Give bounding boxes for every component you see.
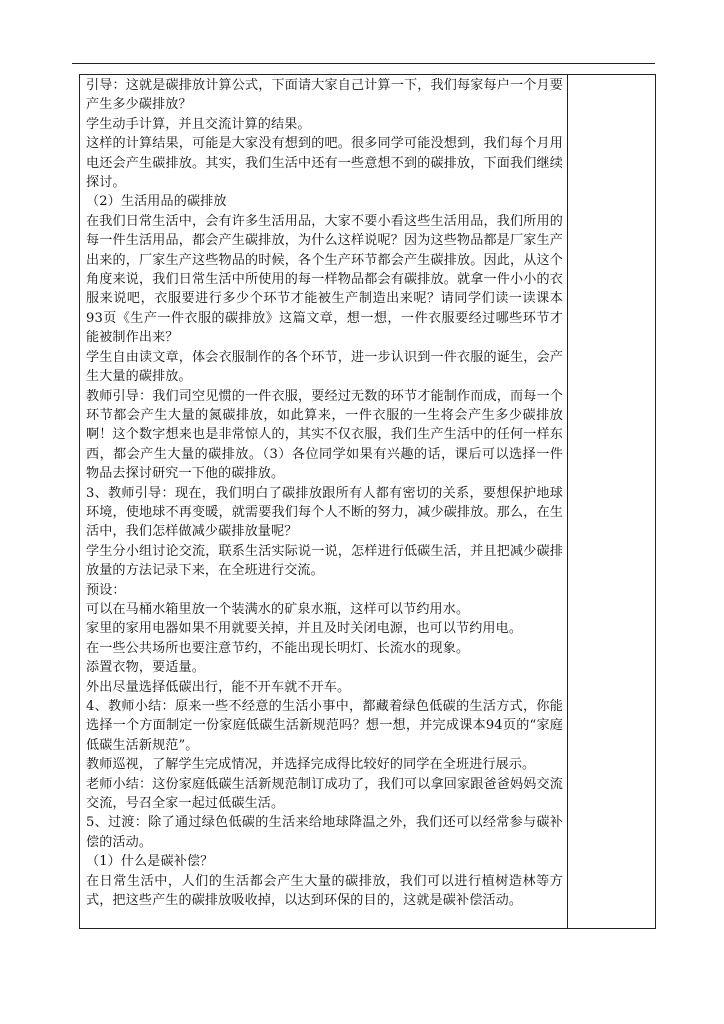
paragraph-carbon-offset: 在日常生活中，人们的生活都会产生大量的碳排放，我们可以进行植树造林等方式，把这些产生的碳排放吸收掉，以达到环保的目的，这就是碳补偿活动。 [86,873,563,909]
paragraph-teacher-patrol: 教师巡视，了解学生完成情况，并选择完成得比较好的同学在全班进行展示。 [86,757,536,773]
paragraph-preset-clothing: 添置衣物，要适量。 [86,660,205,676]
lesson-content-cell [80,75,568,928]
paragraph-group-discussion: 学生分小组讨论交流，联系生活实际说一说，怎样进行低碳生活，并且把减少碳排放量的方法记录下来，在全班进行交流。 [86,543,563,579]
paragraph-intro-formula: 引导：这就是碳排放计算公式，下面请大家自己计算一下，我们每家每户一个月要产生多少碳排放？ [86,78,563,113]
paragraph-step-5: 5、过渡：除了通过绿色低碳的生活来给地球降温之外，我们还可以经常参与碳补偿的活动。 [86,815,563,850]
section-heading-daily-goods: （2）生活用品的碳排放 [86,194,227,210]
paragraph-teacher-summary: 老师小结：这份家庭低碳生活新规范制订成功了，我们可以拿回家跟爸爸妈妈交流交流，号召全家一起过低碳生活。 [86,776,563,812]
notes-cell [568,75,655,928]
paragraph-step-3: 3、教师引导：现在，我们明白了碳排放跟所有人都有密切的关系，要想保护地球环境，使地球不再变暖，就需要我们每个人不断的努力，减少碳排放。那么，在生活中，我们怎样做减少碳排放量呢？ [86,485,563,540]
lesson-plan-table [79,74,656,929]
paragraph-teacher-guide-clothes: 教师引导：我们司空见惯的一件衣服，要经过无数的环节才能制作而成，而每一个环节都会产生大量的氮碳排放，如此算来，一件衣服的一生将会产生多少碳排放啊！这个数字想来也是非常惊人的，其实不仅衣服，我们生产生活中的任何一样东西，都会产生大量的碳排放。（3）各位同学如果有兴趣的话，课后可以选择一件物品去探讨研究一下他的碳排放。 [86,388,563,482]
paragraph-daily-goods: 在我们日常生活中，会有许多生活用品，大家不要小看这些生活用品，我们所用的每一件生活用品，都会产生碳排放，为什么这样说呢？因为这些物品都是厂家生产出来的，厂家生产这些物品的时候，各个生产环节都会产生碳排放。因此，从这个角度来说，我们日常生活中所使用的每一样物品都会有碳排放。就拿一件小小的衣服来说吧，衣服要进行多少个环节才能被生产制造出来呢？请同学们读一读课本93页《生产一件衣服的碳排放》这篇文章，想一想，一件衣服要经过哪些环节才能被制作出来？ [86,213,563,346]
paragraph-student-calc: 学生动手计算，并且交流计算的结果。 [86,116,311,132]
paragraph-preset-water: 可以在马桶水箱里放一个装满水的矿泉水瓶，这样可以节约用水。 [86,601,470,617]
paragraph-preset-public: 在一些公共场所也要注意节约，不能出现长明灯、长流水的现象。 [86,640,470,656]
paragraph-calc-result: 这样的计算结果，可能是大家没有想到的吧。很多同学可能没想到，我们每个月用电还会产生碳排放。其实，我们生活中还有一些意想不到的碳排放，下面我们继续探讨。 [86,136,563,191]
paragraph-student-reading: 学生自由读文章，体会衣服制作的各个环节，进一步认识到一件衣服的诞生，会产生大量的碳排放。 [86,349,563,385]
paragraph-preset-electric: 家里的家用电器如果不用就要关掉，并且及时关闭电源，也可以节约用电。 [86,621,523,637]
header-rule [72,63,655,64]
section-heading-carbon-offset: （1）什么是碳补偿？ [86,854,214,870]
paragraph-preset-travel: 外出尽量选择低碳出行，能不开车就不开车。 [86,679,351,695]
paragraph-preset-label: 预设： [86,582,126,598]
paragraph-step-4: 4、教师小结：原来一些不经意的生活小事中，都藏着绿色低碳的生活方式，你能选择一个方面制定一份家庭低碳生活新规范吗？想一想，并完成课本94页的“家庭低碳生活新规范”。 [86,699,563,753]
